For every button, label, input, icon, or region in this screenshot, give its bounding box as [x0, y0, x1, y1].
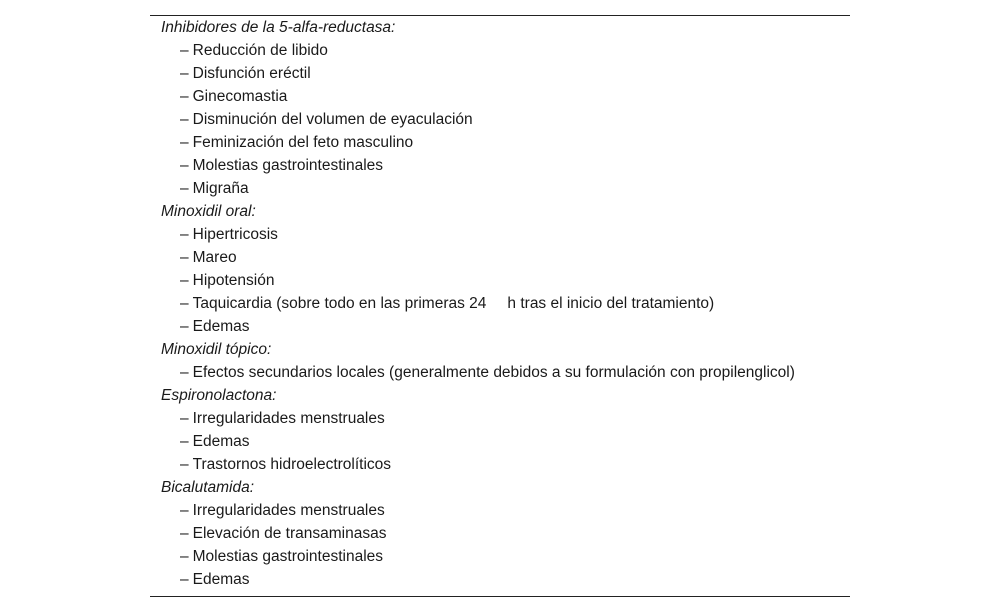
- item-text: Efectos secundarios locales (generalmente debidos a su formulación con propilenglicol): [192, 364, 795, 381]
- list-item: [150, 315, 850, 338]
- dash-mark: –: [180, 456, 189, 473]
- dash-mark: –: [180, 410, 189, 427]
- item-text: Elevación de transaminasas: [192, 525, 387, 542]
- list-item: [150, 39, 850, 62]
- item-text: Hipertricosis: [192, 226, 278, 243]
- dash-mark: –: [180, 157, 189, 174]
- dash-mark: –: [180, 525, 189, 542]
- item-text: Migraña: [192, 180, 249, 197]
- list-item: [150, 269, 850, 292]
- dash-mark: –: [180, 134, 189, 151]
- item-text: Feminización del feto masculino: [192, 134, 414, 151]
- item-text: Reducción de libido: [192, 42, 328, 59]
- side-effects-table: [150, 15, 850, 597]
- dash-mark: –: [180, 433, 189, 450]
- dash-mark: –: [180, 364, 189, 381]
- group-title-minoxidil-topico: Minoxidil tópico:: [161, 341, 272, 358]
- list-item: [150, 407, 850, 430]
- dash-mark: –: [180, 318, 189, 335]
- group-title-bicalutamida: Bicalutamida:: [161, 479, 255, 496]
- dash-mark: –: [180, 295, 189, 312]
- item-text: Disfunción eréctil: [192, 65, 311, 82]
- item-text: Irregularidades menstruales: [192, 410, 385, 427]
- item-text: Disminución del volumen de eyaculación: [192, 111, 473, 128]
- dash-mark: –: [180, 226, 189, 243]
- list-item: [150, 108, 850, 131]
- item-text: Ginecomastia: [192, 88, 288, 105]
- dash-mark: –: [180, 180, 189, 197]
- dash-mark: –: [180, 88, 189, 105]
- list-item: [150, 85, 850, 108]
- item-text: Hipotensión: [192, 272, 275, 289]
- list-item: [150, 154, 850, 177]
- list-item: [150, 292, 850, 315]
- list-item: [150, 522, 850, 545]
- dash-mark: –: [180, 111, 189, 128]
- list-item: [150, 568, 850, 591]
- list-item: [150, 453, 850, 476]
- dash-mark: –: [180, 502, 189, 519]
- item-text: Edemas: [192, 318, 250, 335]
- item-text: Trastornos hidroelectrolíticos: [192, 456, 392, 473]
- item-text: Taquicardia (sobre todo en las primeras 24: [192, 295, 487, 312]
- dash-mark: –: [180, 548, 189, 565]
- dash-mark: –: [180, 249, 189, 266]
- list-item: [150, 246, 850, 269]
- item-text: Molestias gastrointestinales: [192, 548, 384, 565]
- dash-mark: –: [180, 272, 189, 289]
- list-item: [150, 499, 850, 522]
- dash-mark: –: [180, 42, 189, 59]
- list-item: [150, 131, 850, 154]
- list-item: [150, 545, 850, 568]
- dash-mark: –: [180, 65, 189, 82]
- list-item: [150, 223, 850, 246]
- list-item: [150, 361, 850, 384]
- group-title-minoxidil-oral: Minoxidil oral:: [161, 203, 256, 220]
- list-item: [150, 430, 850, 453]
- group-title-espironolactona: Espironolactona:: [161, 387, 277, 404]
- item-text: Edemas: [192, 433, 250, 450]
- item-text: Molestias gastrointestinales: [192, 157, 384, 174]
- item-text-tail: h tras el inicio del tratamiento): [507, 295, 715, 312]
- table-body: [150, 16, 850, 591]
- group-title-5-alfa-reductasa: Inhibidores de la 5-alfa-reductasa:: [161, 19, 396, 36]
- item-text: Irregularidades menstruales: [192, 502, 385, 519]
- list-item: [150, 62, 850, 85]
- list-item: [150, 177, 850, 200]
- item-text: Mareo: [192, 249, 237, 266]
- item-text: Edemas: [192, 571, 250, 588]
- dash-mark: –: [180, 571, 189, 588]
